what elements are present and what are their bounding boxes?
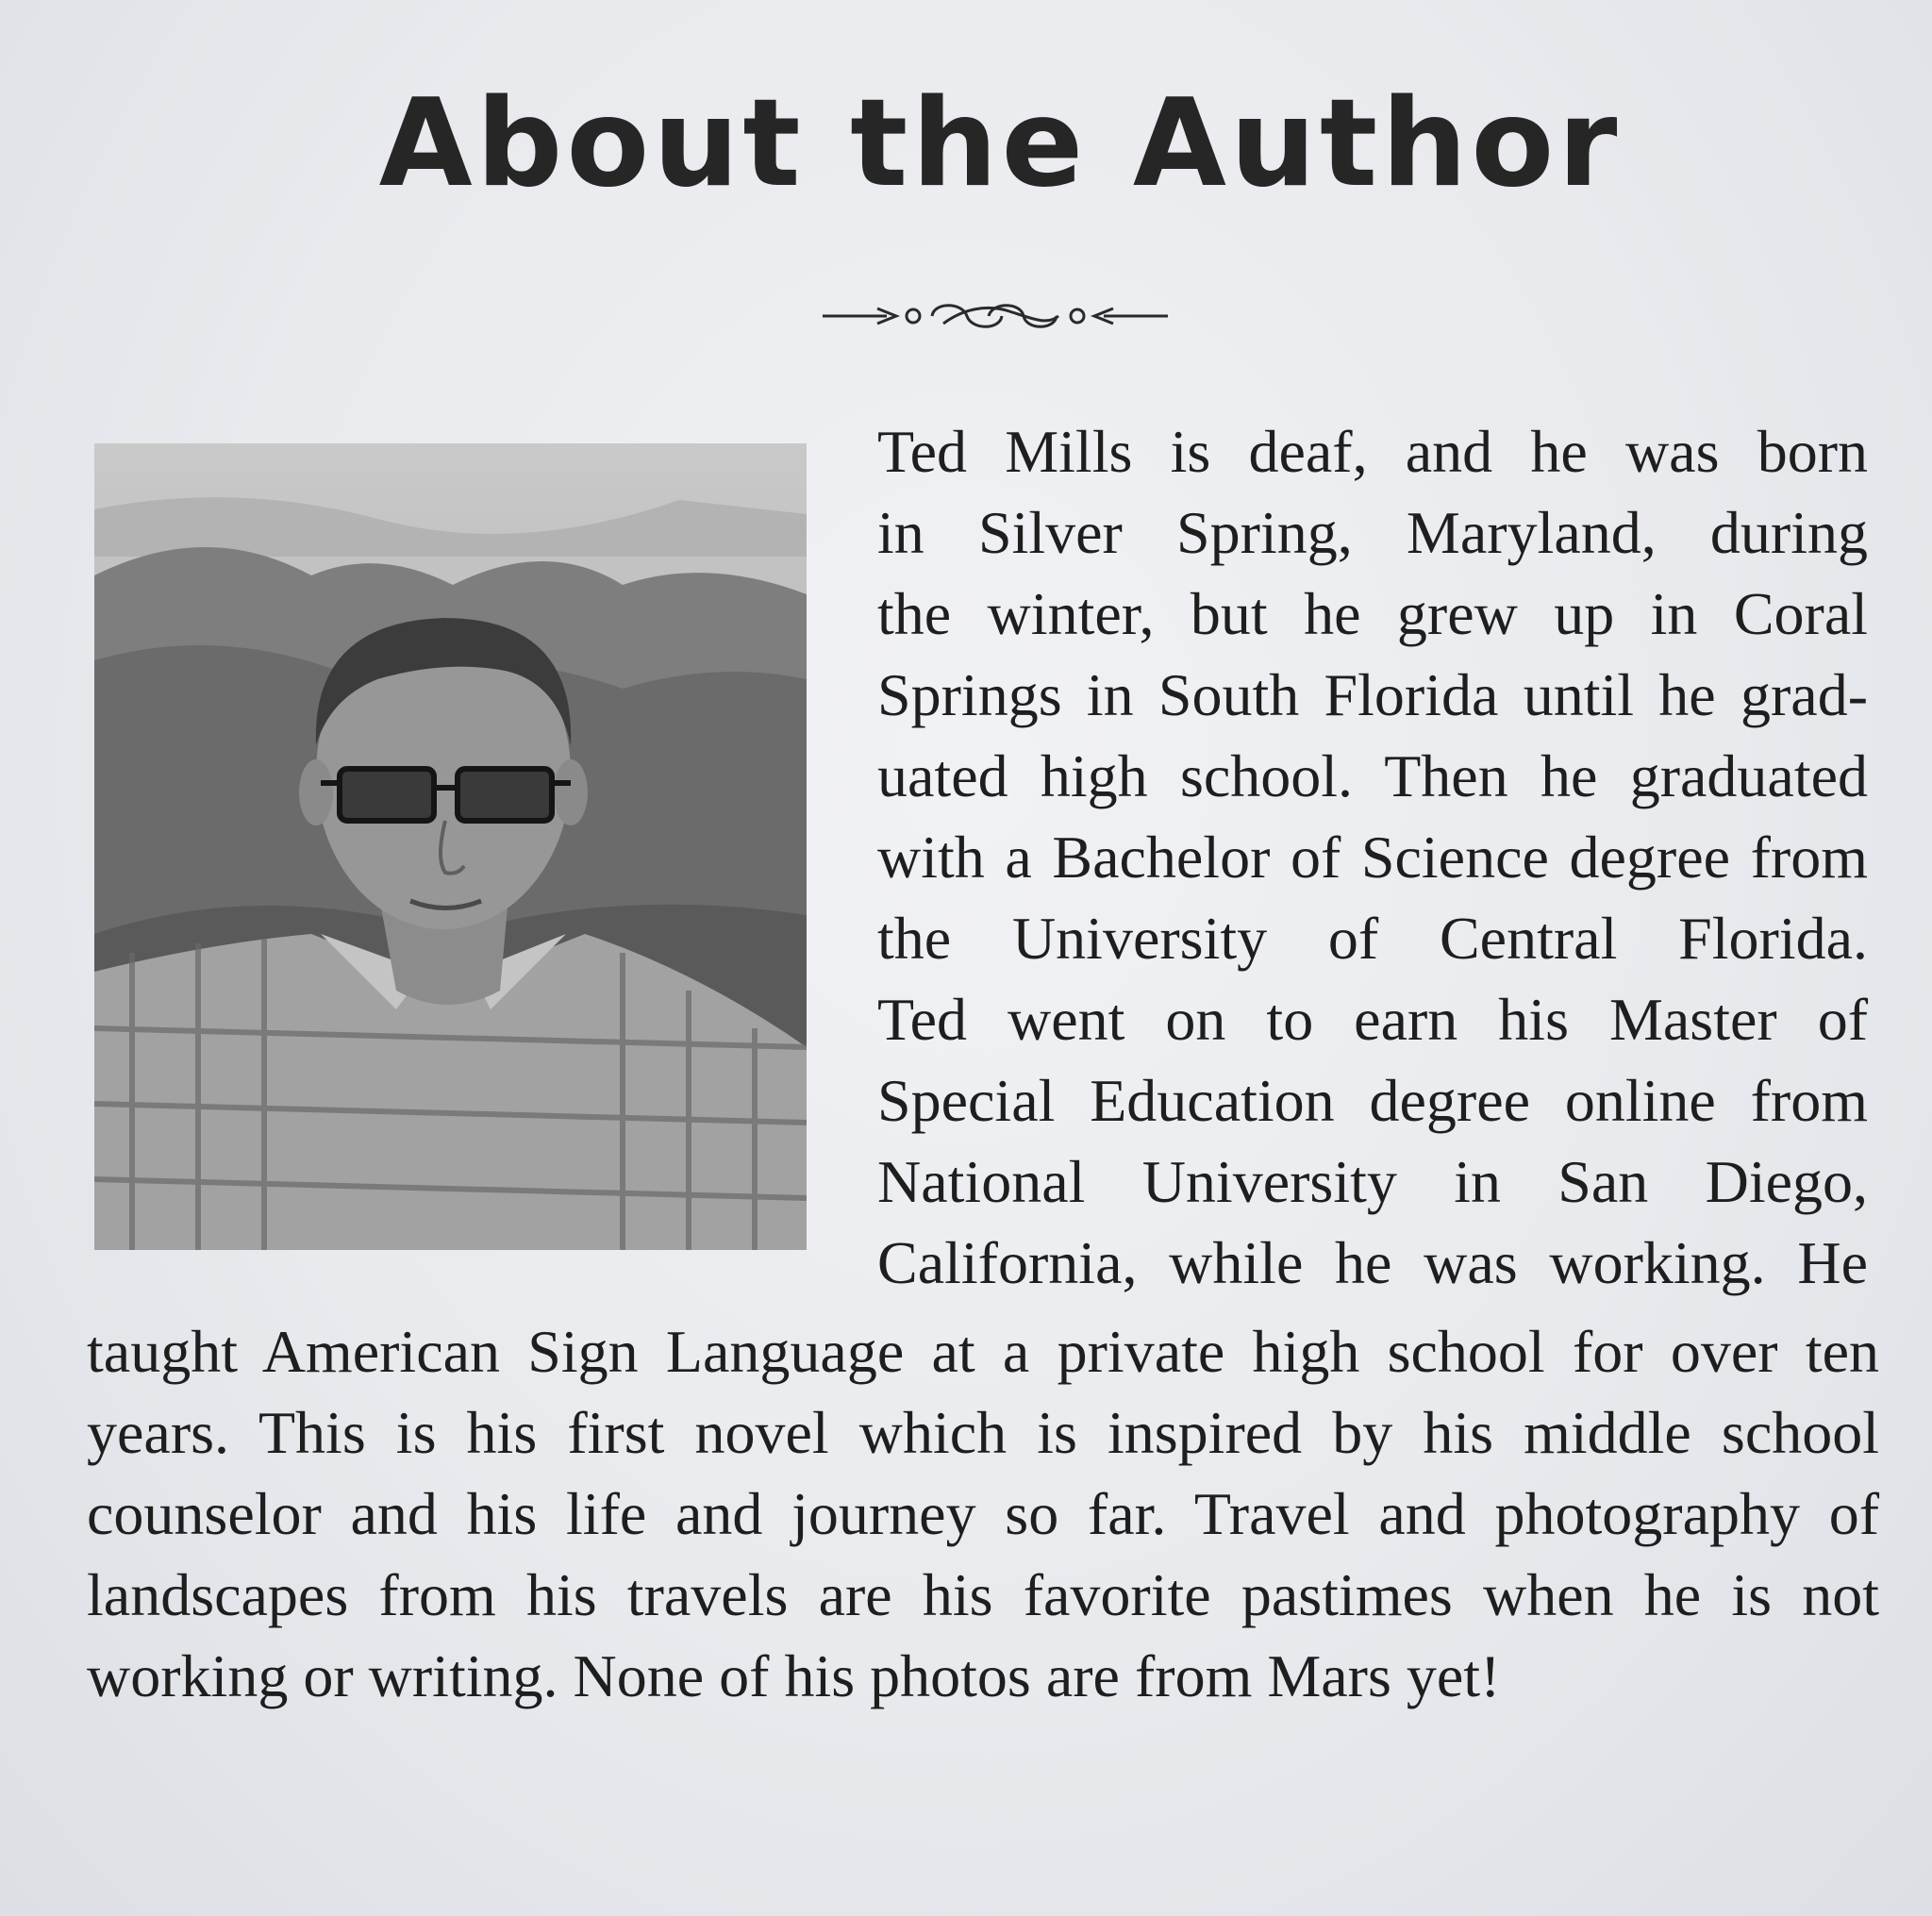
author-portrait-photo <box>94 443 807 1250</box>
bio-line: National University in San Diego, <box>877 1148 1868 1215</box>
bio-line: Springs in South Florida until he grad- <box>877 661 1868 728</box>
bio-line: years. This is his first novel which is inspired by his middle school <box>87 1399 1879 1466</box>
bio-line: Special Education degree online from <box>877 1067 1868 1134</box>
page-title: About the Author <box>378 74 1622 214</box>
bio-line: Ted Mills is deaf, and he was born <box>877 418 1868 485</box>
bio-line: the University of Central Florida. <box>877 905 1868 972</box>
bio-line: in Silver Spring, Maryland, during <box>877 499 1868 566</box>
bio-line: working or writing. None of his photos are from Mars yet! <box>87 1642 1501 1709</box>
bio-line: landscapes from his travels are his favorite pastimes when he is not <box>87 1561 1879 1628</box>
bio-line: counselor and his life and journey so far. Travel and photography of <box>87 1480 1879 1547</box>
bio-line: Ted went on to earn his Master of <box>877 986 1868 1053</box>
bio-line: taught American Sign Language at a private high school for over ten <box>87 1318 1879 1385</box>
bio-line: the winter, but he grew up in Coral <box>877 580 1868 647</box>
scroll-flourish-icon <box>821 292 1170 340</box>
bleed-through-texture-bottom <box>75 1717 1868 1796</box>
bio-line: uated high school. Then he graduated <box>877 742 1868 809</box>
bio-line: with a Bachelor of Science degree from <box>877 824 1868 891</box>
bio-line: California, while he was working. He <box>877 1229 1868 1296</box>
